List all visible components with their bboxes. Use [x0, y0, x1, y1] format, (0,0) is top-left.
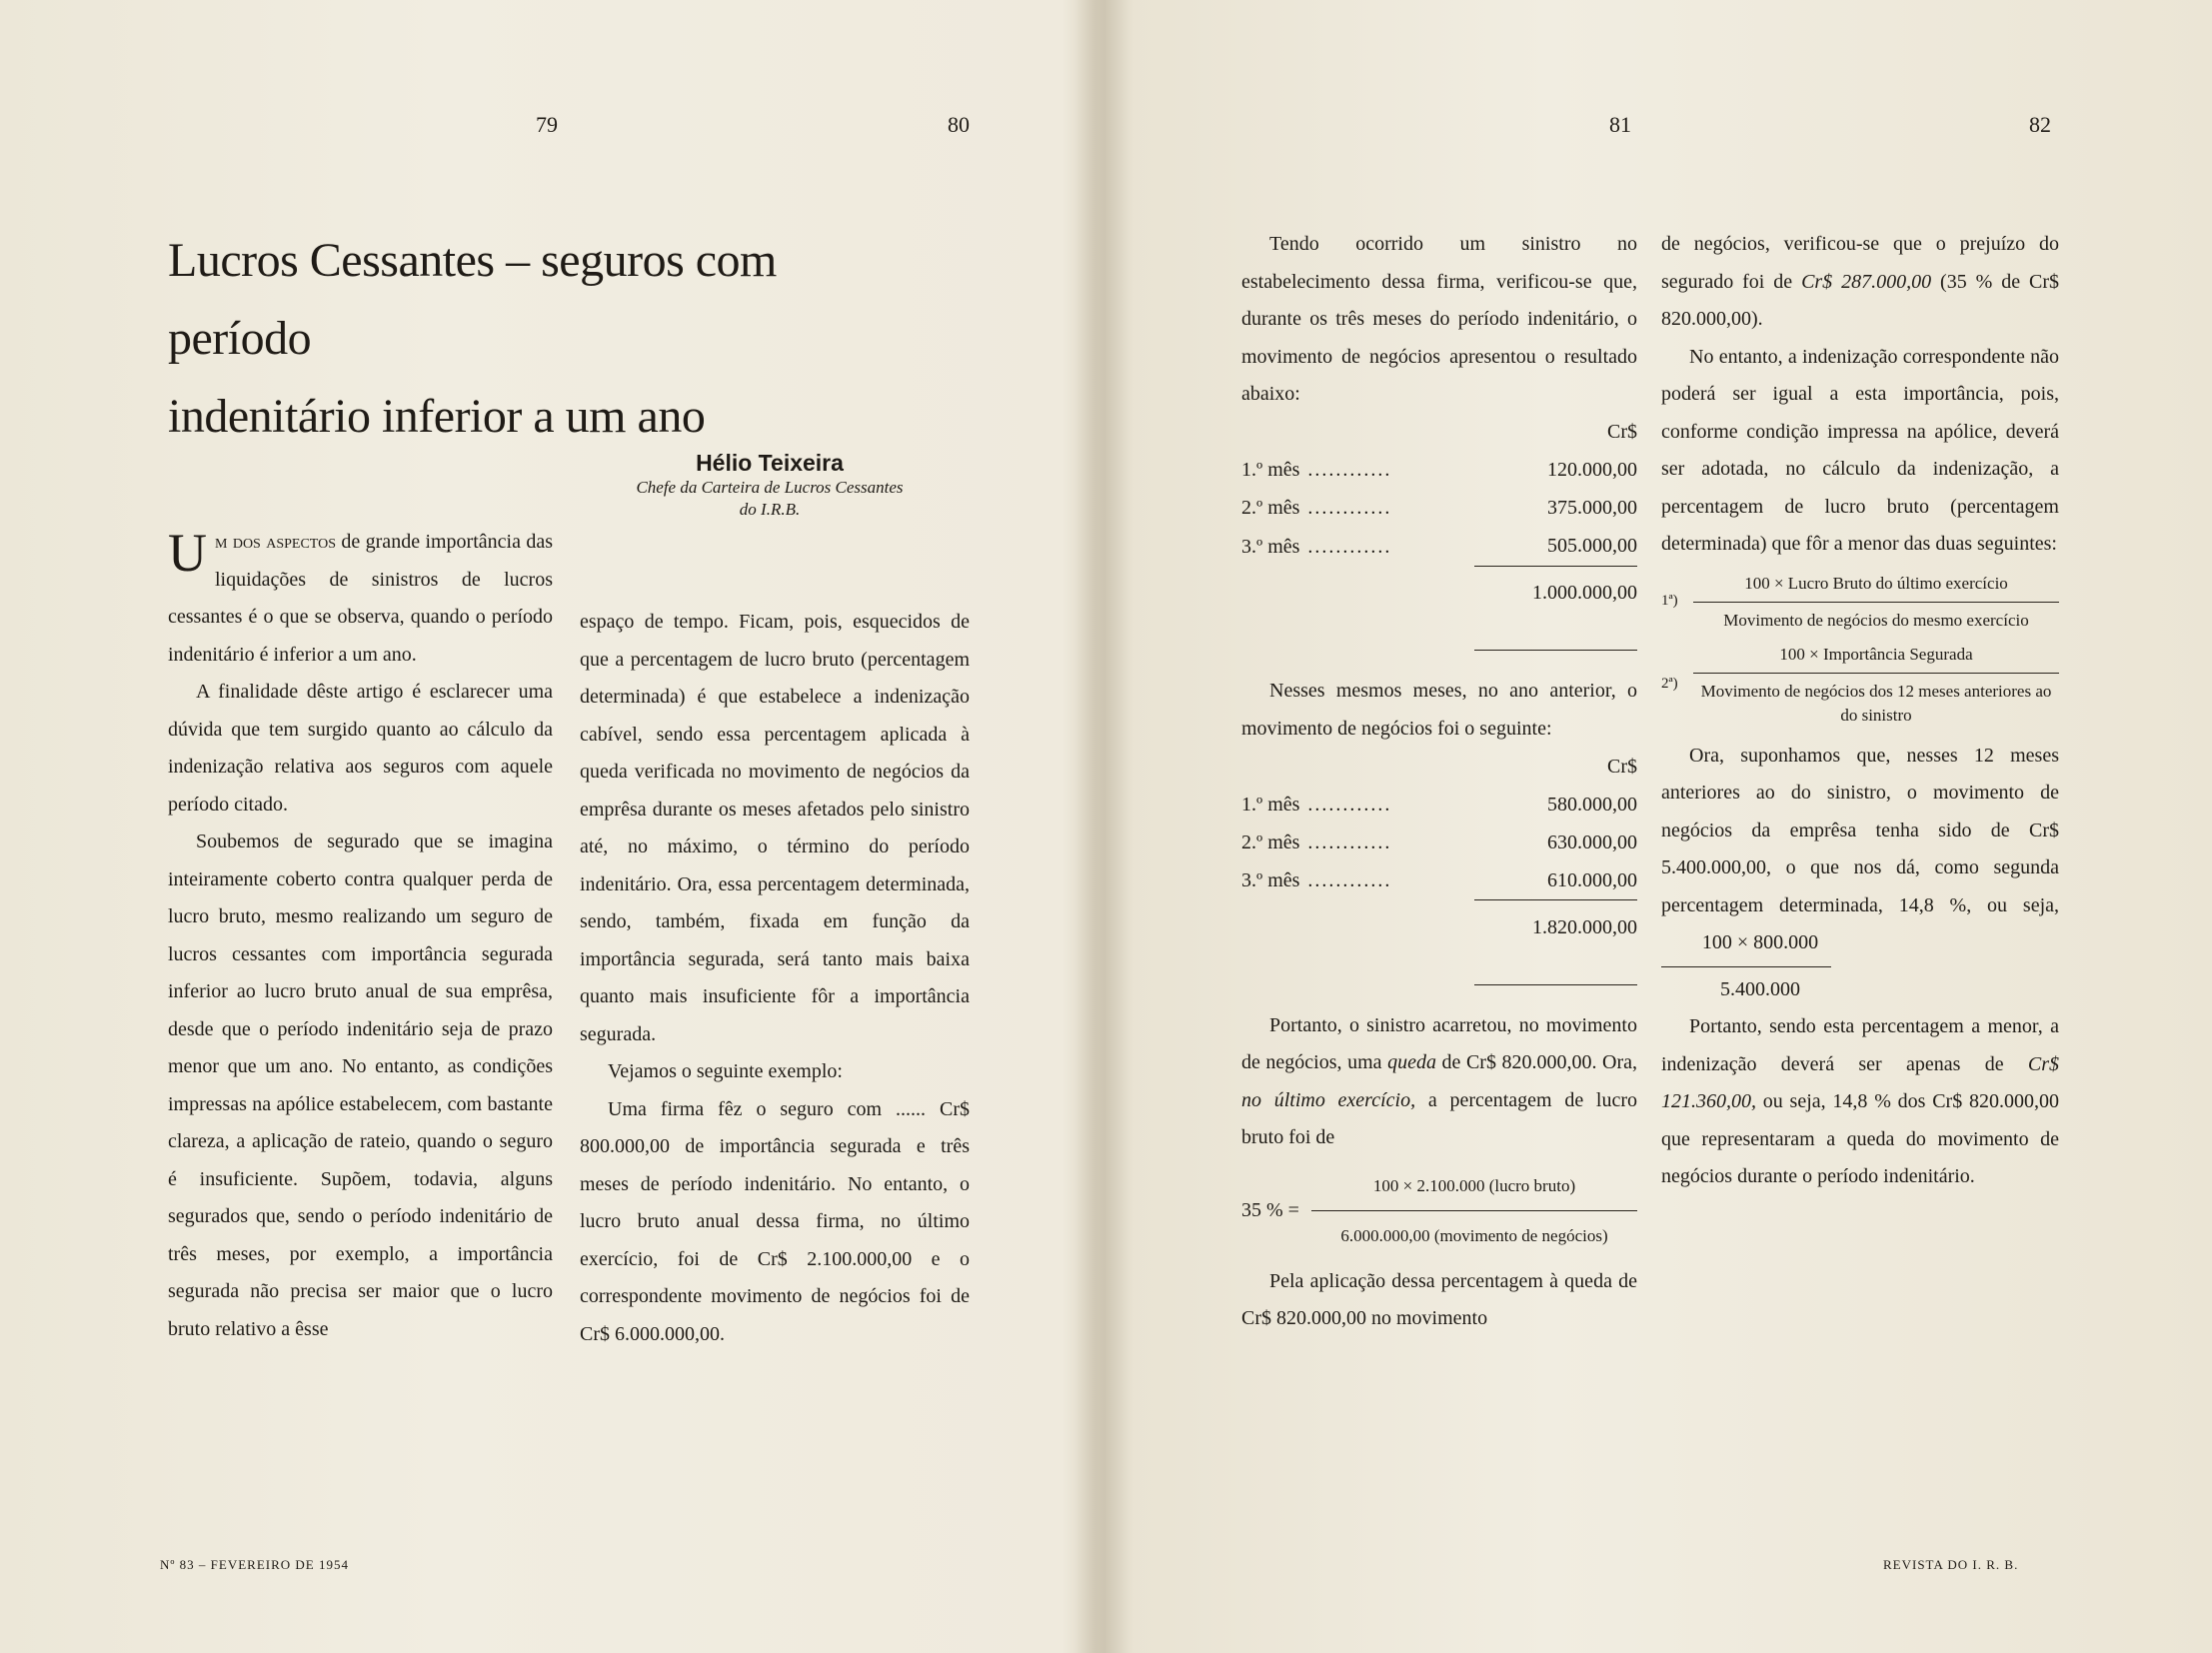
paragraph-loss	[1661, 226, 2059, 339]
table-previous-year	[1241, 748, 1637, 985]
table-row	[1241, 490, 1637, 528]
page-number-82: 82	[2029, 112, 2051, 137]
loss-amount: Cr$ 287.000,00	[1801, 270, 1932, 293]
lead-small-caps: m dos aspectos	[215, 531, 336, 553]
article-title	[168, 222, 928, 456]
month-label: 3.º mês	[1241, 535, 1300, 558]
column-4	[1661, 226, 2059, 1196]
drop-text-c: a percentagem de lucro bruto foi de	[1241, 1088, 1638, 1148]
formula-lhs: 35 % =	[1241, 1198, 1299, 1221]
formula-35-percent	[1241, 1167, 1637, 1255]
leader-dots: ............	[1307, 869, 1392, 891]
paragraph-second-percentage	[1661, 738, 2059, 1009]
paragraph-drop	[1241, 1007, 1637, 1157]
paragraph-sinister: Tendo ocorrido um sinistro no estabelecimento dessa firma, verificou-se que, durante os três meses do período indenitário, o movimento de negócios apresentou o resultado abaixo:	[1241, 233, 1637, 405]
paragraph-conclusion	[1661, 1008, 2059, 1196]
second-percentage-text: Ora, suponhamos que, nesses 12 meses anteriores ao do sinistro, o movimento de negócios da emprêsa tenha sido de Cr$ 5.400.000,00, o que nos dá, como segunda percentagem determinada, 14,8 %, ou seja,	[1661, 744, 2059, 916]
paragraph-example: Uma firma fêz o seguro com ...... Cr$ 800.000,00 de importância segurada e três meses de período indenitário. No entanto, o lucro bruto anual dessa firma, no último exercício, foi de Cr$ 2.100.000,00 e o correspondente movimento de negócios foi de Cr$ 6.000.000,00.	[580, 1097, 970, 1345]
formula-option-2	[1661, 643, 2059, 728]
formula-fraction	[1693, 572, 2059, 633]
drop-cap: U	[168, 523, 207, 583]
month-value: 120.000,00	[1547, 459, 1637, 481]
paragraph-insured: Soubemos de segurado que se imagina inteiramente coberto contra qualquer perda de lucro bruto, mesmo realizando um seguro de lucros cessantes com importância segurada inferior ao lucro bruto anual de sua emprêsa, desde que o período indenitário seja de prazo menor que um ano. No entanto, as condições impressas na apólice estabelecem, com bastante clareza, a aplicação de rateio, quando o seguro é insuficiente. Supõem, todavia, alguns segurados que, sendo o período indenitário de três meses, por exemplo, a importância segurada não precisa ser maior que o lucro bruto relativo a êsse	[168, 830, 553, 1340]
formula-fraction	[1311, 1167, 1637, 1255]
total-rule	[1474, 613, 1637, 651]
column-2	[580, 604, 970, 1353]
month-label: 2.º mês	[1241, 830, 1300, 853]
month-value: 580.000,00	[1547, 793, 1637, 816]
currency-header: Cr$	[1607, 421, 1637, 443]
month-label: 1.º mês	[1241, 793, 1300, 816]
formula-numerator: 100 × Lucro Bruto do último exercício	[1693, 572, 2059, 603]
paragraph-example-intro: Vejamos o seguinte exemplo:	[608, 1060, 843, 1082]
formula-numerator: 100 × 2.100.000 (lucro bruto)	[1311, 1167, 1637, 1212]
indemnity-amount: Cr$ 121.360,00,	[1661, 1052, 2059, 1112]
footer-journal: REVISTA DO I. R. B.	[1883, 1557, 2019, 1572]
paragraph-purpose: A finalidade dêste artigo é esclarecer uma dúvida que tem surgido quanto ao cálculo da indenização relativa aos seguros com aquele período citado.	[168, 681, 553, 816]
author-block	[560, 450, 980, 521]
formula-denominator: Movimento de negócios dos 12 meses anteriores ao do sinistro	[1700, 681, 2052, 725]
conclusion-text-a: Portanto, sendo esta percentagem a menor, a indenização deverá ser apenas de	[1661, 1015, 2059, 1075]
formula-numerator: 100 × 800.000	[1661, 924, 1831, 967]
last-year-emphasis: no último exercício,	[1241, 1088, 1416, 1111]
author-name: Hélio Teixeira	[696, 450, 844, 476]
footer-issue: Nº 83 – FEVEREIRO DE 1954	[160, 1557, 349, 1572]
table-row	[1241, 452, 1637, 490]
paragraph-previous-year: Nesses mesmos meses, no ano anterior, o movimento de negócios foi o seguinte:	[1241, 680, 1637, 740]
leader-dots: ............	[1307, 535, 1392, 558]
formula-fraction	[1693, 643, 2059, 728]
table-row	[1241, 824, 1637, 861]
loss-text-b: (35 % de Cr$ 820.000,00).	[1661, 270, 2059, 330]
month-value: 610.000,00	[1474, 861, 1637, 900]
column-1	[168, 524, 553, 1348]
intro-text: de grande importância das liquidações de sinistros de lucros cessantes é o que se observa, quando o período indenitário é inferior a um ano.	[168, 531, 554, 666]
drop-text-a: Portanto, o sinistro acarretou, no movimento de negócios, uma	[1241, 1013, 1637, 1073]
drop-text-b: de Cr$ 820.000,00. Ora,	[1441, 1051, 1638, 1073]
column-3	[1241, 226, 1637, 1338]
formula-denominator: Movimento de negócios do mesmo exercício	[1723, 610, 2029, 630]
table-current-period	[1241, 414, 1637, 652]
page-gutter	[1075, 0, 1134, 1653]
loss-text-a: de negócios, verificou-se que o prejuízo do segurado foi de	[1661, 233, 2059, 293]
title-line-1: Lucros Cessantes – seguros com período	[168, 234, 777, 365]
paragraph-application: Pela aplicação dessa percentagem à queda de Cr$ 820.000,00 no movimento	[1241, 1269, 1637, 1329]
conclusion-text-b: ou seja, 14,8 % dos Cr$ 820.000,00 que representaram a queda do movimento de negócios durante o período indenitário.	[1661, 1090, 2059, 1187]
month-value: 505.000,00	[1474, 528, 1637, 567]
table-row	[1241, 786, 1637, 824]
formula-second-percentage	[1661, 924, 1831, 1008]
page-number-81: 81	[1609, 112, 1631, 137]
formula-numerator: 100 × Importância Segurada	[1693, 643, 2059, 674]
formula-denominator: 5.400.000	[1720, 977, 1800, 1000]
paragraph-condition: No entanto, a indenização correspondente não poderá ser igual a esta importância, pois, conforme condição impressa na apólice, deverá ser adotada, no cálculo da indenização, a percentagem de lucro bruto (percentagem determinada) que fôr a menor das duas seguintes:	[1661, 345, 2059, 555]
drop-emphasis: queda	[1387, 1051, 1436, 1073]
month-value: 375.000,00	[1547, 497, 1637, 519]
leader-dots: ............	[1307, 459, 1392, 481]
formula-option-label: 1ª)	[1661, 593, 1678, 610]
formula-denominator: 6.000.000,00 (movimento de negócios)	[1340, 1226, 1608, 1245]
formula-option-label: 2ª)	[1661, 676, 1678, 693]
page-number-79: 79	[536, 112, 558, 137]
leader-dots: ............	[1307, 793, 1392, 816]
paragraph-continuation: espaço de tempo. Ficam, pois, esquecidos de que a percentagem de lucro bruto (percentagem determinada) é que estabelece a indenização cabível, sendo essa percentagem aplicada à queda verificada no movimento de negócios da emprêsa durante os meses afetados pelo sinistro até, no máximo, o término do período indenitário. Ora, essa percentagem determinada, sendo, também, fixada em função da importância segurada, será tanto mais baixa quanto mais insuficiente fôr a importância segurada.	[580, 611, 970, 1045]
formula-option-1	[1661, 572, 2059, 633]
total-rule	[1474, 946, 1637, 984]
table-row	[1241, 528, 1637, 567]
author-role-line-1: Chefe da Carteira de Lucros Cessantes	[636, 478, 904, 497]
month-value: 630.000,00	[1547, 830, 1637, 853]
paragraph-intro	[168, 524, 553, 674]
page-number-80: 80	[948, 112, 970, 137]
total-value: 1.000.000,00	[1532, 582, 1637, 604]
table-row	[1241, 861, 1637, 900]
title-line-2: indenitário inferior a um ano	[168, 390, 706, 443]
month-label: 1.º mês	[1241, 459, 1300, 481]
leader-dots: ............	[1307, 830, 1392, 853]
leader-dots: ............	[1307, 497, 1392, 519]
currency-header: Cr$	[1607, 755, 1637, 778]
month-label: 2.º mês	[1241, 497, 1300, 519]
total-value: 1.820.000,00	[1532, 915, 1637, 938]
author-role-line-2: do I.R.B.	[739, 500, 801, 519]
month-label: 3.º mês	[1241, 869, 1300, 891]
